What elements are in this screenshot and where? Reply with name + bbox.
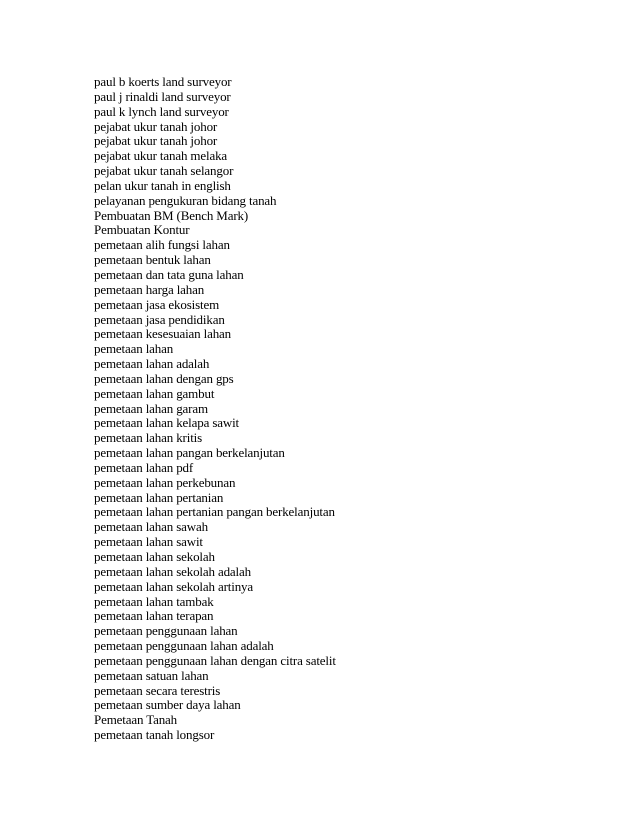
list-item: pemetaan lahan kritis [94, 430, 203, 446]
list-item: pemetaan tanah longsor [94, 727, 215, 743]
keyword-list [94, 75, 336, 743]
list-item: pemetaan lahan pertanian [94, 489, 224, 505]
list-item: pemetaan lahan pdf [94, 459, 194, 475]
list-item: pemetaan lahan sekolah [94, 549, 215, 564]
list-item: Pemetaan Tanah [94, 712, 178, 728]
list-item: pemetaan lahan tambak [94, 593, 214, 609]
list-item: pemetaan dan tata guna lahan [94, 266, 244, 282]
list-item: pemetaan lahan pangan berkelanjutan [94, 445, 285, 461]
list-item: pemetaan penggunaan lahan adalah [94, 638, 274, 654]
list-item: pemetaan penggunaan lahan dengan citra satelit [94, 652, 336, 668]
list-item: pelan ukur tanah in english [94, 177, 231, 193]
list-item: pemetaan lahan garam [94, 400, 208, 416]
list-item: pemetaan lahan dengan gps [94, 370, 234, 386]
list-item: pelayanan pengukuran bidang tanah [94, 192, 277, 208]
list-item: pemetaan lahan [94, 341, 174, 357]
list-item: pemetaan lahan adalah [94, 356, 210, 372]
list-item: pemetaan sumber daya lahan [94, 697, 241, 713]
list-item: pejabat ukur tanah johor [94, 133, 218, 149]
list-item: pemetaan lahan sawit [94, 534, 203, 550]
list-item: pemetaan lahan pertanian pangan berkelanjutan [94, 504, 335, 520]
list-item: pemetaan lahan sekolah adalah [94, 563, 251, 579]
list-item: pejabat ukur tanah johor [94, 118, 218, 134]
list-item: pemetaan lahan sekolah artinya [94, 578, 254, 594]
list-item: pemetaan lahan gambut [94, 385, 215, 401]
list-item: pemetaan harga lahan [94, 281, 205, 297]
list-item: pemetaan lahan perkebunan [94, 474, 236, 490]
list-item: paul b koerts land surveyor [94, 74, 232, 89]
list-item: pemetaan lahan kelapa sawit [94, 415, 240, 431]
list-item: pemetaan alih fungsi lahan [94, 237, 230, 253]
list-item: Pembuatan Kontur [94, 222, 190, 238]
list-item: pemetaan lahan sawah [94, 519, 208, 535]
list-item: Pembuatan BM (Bench Mark) [94, 207, 249, 223]
list-item: paul j rinaldi land surveyor [94, 88, 231, 104]
list-item: pejabat ukur tanah melaka [94, 148, 228, 164]
list-item: pemetaan lahan terapan [94, 608, 214, 624]
list-item: pemetaan jasa ekosistem [94, 296, 220, 312]
list-item: pemetaan secara terestris [94, 682, 221, 698]
list-item: pejabat ukur tanah selangor [94, 163, 234, 179]
list-item: paul k lynch land surveyor [94, 103, 229, 119]
list-item: pemetaan penggunaan lahan [94, 623, 238, 639]
list-item: pemetaan kesesuaian lahan [94, 326, 232, 342]
list-item: pemetaan satuan lahan [94, 667, 209, 683]
list-item: pemetaan bentuk lahan [94, 252, 211, 268]
list-item: pemetaan jasa pendidikan [94, 311, 225, 327]
